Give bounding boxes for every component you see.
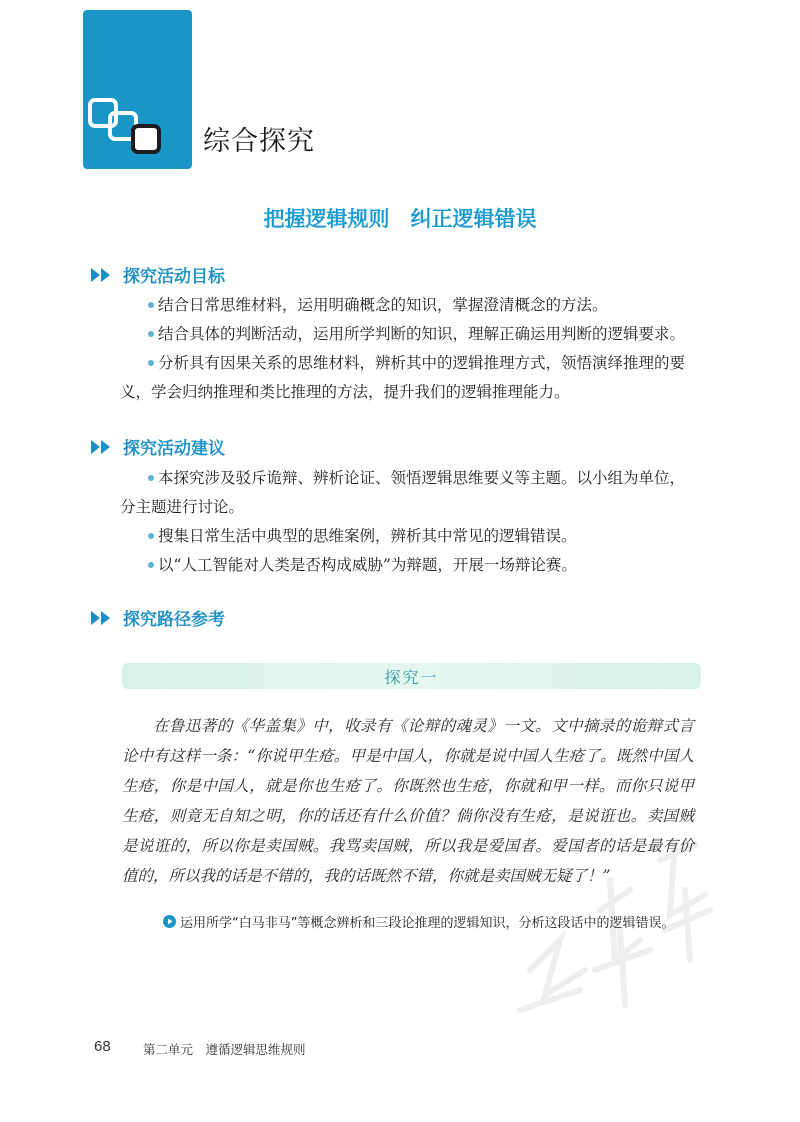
- goals-heading-label: 探究活动目标: [123, 267, 225, 287]
- analysis-prompt-text: 运用所学“白马非马”等概念辨析和三段论推理的逻辑知识，分析这段话中的逻辑错误。: [180, 916, 675, 931]
- suggestion-item: 搜集日常生活中典型的思维案例，辨析其中常见的逻辑错误。: [120, 522, 692, 551]
- double-arrow-icon: [91, 440, 117, 454]
- bullet-icon: [148, 331, 154, 337]
- goal-item: 分析具有因果关系的思维材料，辨析其中的逻辑推理方式，领悟演绎推理的要义，学会归纳推理和类比推理的方法，提升我们的逻辑推理能力。: [120, 354, 686, 401]
- goals-list: [120, 291, 692, 407]
- linked-squares-icon: [86, 95, 170, 159]
- explore-one-banner: [122, 663, 701, 689]
- lu-xun-quote: 在鲁迅著的《华盖集》中，收录有《论辩的魂灵》一文。文中摘录的诡辩式言论中有这样一条：“你说甲生疮。甲是中国人，你就是说中国人生疮了。既然中国人生疮，你是中国人，就是你也生疮了。你既然也生疮，你就和甲一样。而你只说甲生疮，则竟无自知之明，你的话还有什么价值？倘你没有生疮，是说诳也。卖国贼是说诳的，所以你是卖国贼。我骂卖国贼，所以我是爱国者。爱国者的话是最有价值的，所以我的话是不错的，我的话既然不错，你就是卖国贼无疑了！”: [122, 717, 694, 885]
- bullet-icon: [148, 302, 154, 308]
- double-arrow-icon: [91, 268, 117, 282]
- path-heading-label: 探究路径参考: [123, 610, 225, 630]
- suggestions-heading-label: 探究活动建议: [123, 439, 225, 459]
- goals-heading: [91, 262, 225, 287]
- section-title: 综合探究: [203, 126, 315, 157]
- page-title: 把握逻辑规则 纠正逻辑错误: [263, 207, 537, 231]
- bullet-icon: [148, 475, 154, 481]
- suggestion-item: 本探究涉及驳斥诡辩、辨析论证、领悟逻辑思维要义等主题。以小组为单位，分主题进行讨论。: [120, 469, 686, 516]
- bullet-icon: [148, 360, 154, 366]
- page-number: 68: [94, 1038, 111, 1055]
- explore-one-label: 探究一: [384, 668, 439, 687]
- unit-running-title: 第二单元 遵循逻辑思维规则: [143, 1042, 306, 1057]
- path-heading: [91, 605, 225, 630]
- bullet-icon: [148, 533, 154, 539]
- double-arrow-icon: [91, 611, 117, 625]
- suggestion-item: 以“人工智能对人类是否构成威胁”为辩题，开展一场辩论赛。: [120, 551, 692, 580]
- goal-item: 结合具体的判断活动，运用所学判断的知识，理解正确运用判断的逻辑要求。: [120, 320, 692, 349]
- bullet-icon: [148, 562, 154, 568]
- analysis-prompt: [163, 912, 674, 931]
- suggestions-list: [120, 464, 692, 580]
- suggestions-heading: [91, 434, 225, 459]
- goal-item: 结合日常思维材料，运用明确概念的知识，掌握澄清概念的方法。: [120, 291, 692, 320]
- play-circle-icon: [163, 915, 176, 928]
